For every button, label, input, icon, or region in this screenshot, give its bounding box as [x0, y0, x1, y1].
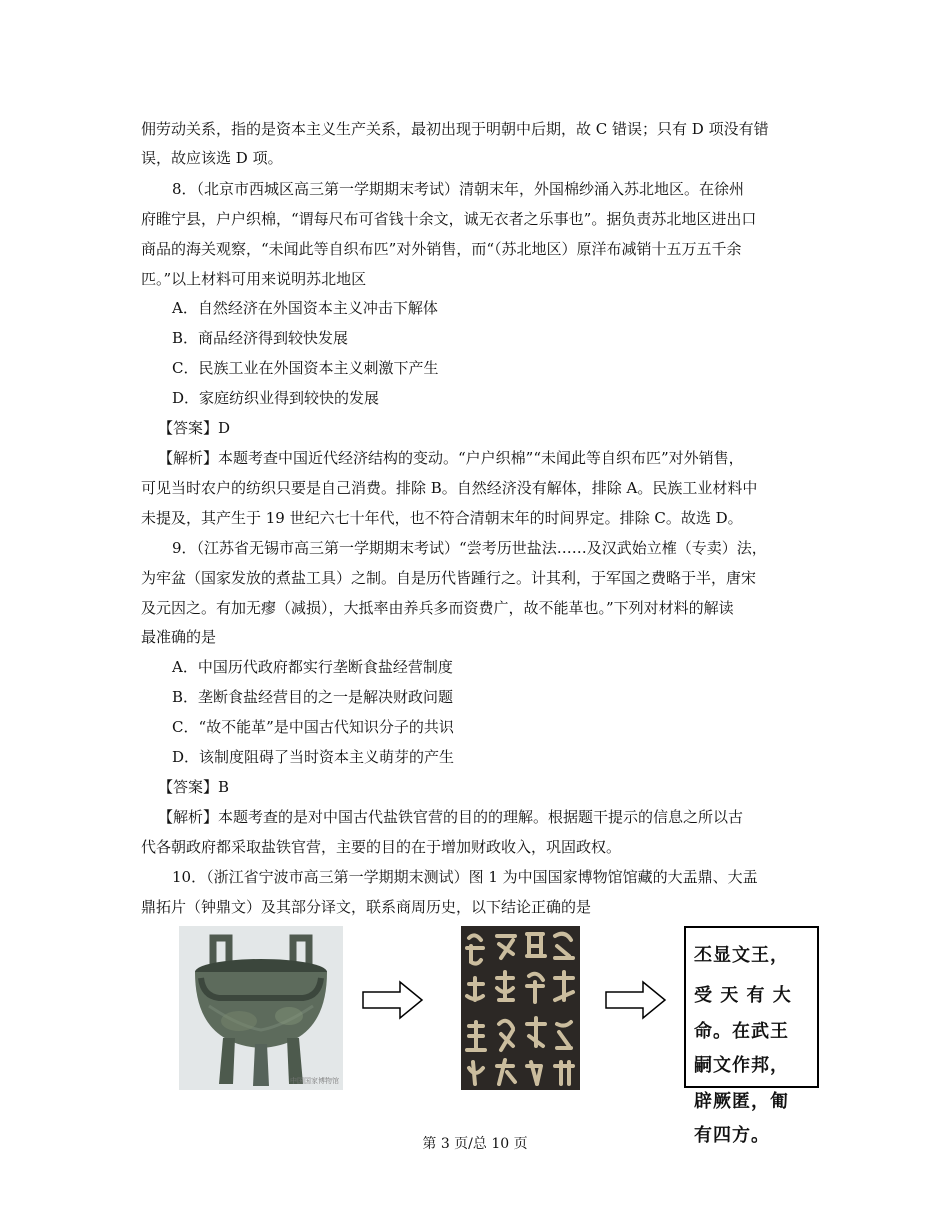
option-d: D．家庭纺织业得到较快的发展	[172, 389, 380, 407]
translation-line: 命。在武王	[694, 1021, 789, 1042]
inscription-rubbing-image	[461, 926, 580, 1090]
text-line: 为牢盆（国家发放的煮盐工具）之制。自是历代皆踵行之。计其利，于军国之费略于半，唐宋	[141, 569, 757, 587]
text-line: 代各朝政府都采取盐铁官营，主要的目的在于增加财政收入，巩固政权。	[141, 838, 622, 856]
text-line: 最准确的是	[141, 628, 217, 646]
text-line: 商品的海关观察，“未闻此等自织布匹”对外销售，而“（苏北地区）原洋布减销十五万五千余	[141, 240, 742, 258]
option-a: A．自然经济在外国资本主义冲击下解体	[172, 299, 438, 317]
translation-line: 嗣文作邦，	[694, 1055, 789, 1076]
option-b: B．垄断食盐经营目的之一是解决财政问题	[172, 688, 454, 706]
question-8-stem: 8．（北京市西城区高三第一学期期末考试）清朝末年，外国棉纱涌入苏北地区。在徐州	[172, 180, 745, 198]
text-line: 可见当时农户的纺织只要是自己消费。排除 B。自然经济没有解体，排除 A。民族工业材料中	[141, 479, 758, 497]
translation-line: 辟厥匿，匍	[694, 1091, 789, 1112]
text-line: 及元因之。有加无瘳（减损），大抵率由养兵多而资费广，故不能革也。”下列对材料的解读	[141, 599, 734, 617]
answer-9: 【答案】B	[158, 778, 230, 796]
arrow-right-icon	[605, 980, 667, 1024]
text-line: 未提及，其产生于 19 世纪六七十年代，也不符合清朝末年的时间界定。排除 C。故选 D。	[141, 509, 743, 527]
text-line: 佣劳动关系，指的是资本主义生产关系，最初出现于明朝中后期，故 C 错误；只有 D 项没有错	[141, 120, 769, 138]
bronze-ding-photo	[179, 926, 343, 1090]
text-line: 误，故应该选 D 项。	[141, 149, 283, 167]
option-d: D．该制度阻碍了当时资本主义萌芽的产生	[172, 748, 455, 766]
option-a: A．中国历代政府都实行垄断食盐经营制度	[172, 658, 453, 676]
option-c: C．“故不能革”是中国古代知识分子的共识	[172, 718, 454, 736]
option-b: B．商品经济得到较快发展	[172, 329, 349, 347]
analysis-9: 【解析】本题考查的是对中国古代盐铁官营的目的的理解。根据题干提示的信息之所以古	[158, 808, 744, 826]
museum-watermark: 中国国家博物馆	[290, 1077, 339, 1085]
translation-line: 丕显文王，	[694, 945, 789, 966]
question-9-stem: 9．（江苏省无锡市高三第一学期期末考试）“尝考历世盐法……及汉武始立榷（专卖）法，	[172, 539, 767, 557]
question-10-stem: 10．（浙江省宁波市高三第一学期期末测试）图 1 为中国国家博物馆馆藏的大盂鼎、大盂	[172, 868, 758, 886]
option-c: C．民族工业在外国资本主义刺激下产生	[172, 359, 439, 377]
arrow-right-icon	[362, 980, 424, 1024]
page-number-footer: 第 3 页/总 10 页	[422, 1136, 528, 1152]
translation-line: 有四方。	[694, 1125, 770, 1146]
text-line: 鼎拓片（钟鼎文）及其部分译文，联系商周历史，以下结论正确的是	[141, 898, 592, 916]
translation-line: 受 天 有 大	[694, 985, 792, 1006]
analysis-8: 【解析】本题考查中国近代经济结构的变动。“户户织棉”“未闻此等自织布匹”对外销售，	[158, 449, 744, 467]
text-line: 匹。”以上材料可用来说明苏北地区	[141, 270, 367, 288]
text-line: 府睢宁县，户户织棉，“谓每尺布可省钱十余文，诚无衣者之乐事也”。据负责苏北地区进出口	[141, 210, 757, 228]
answer-8: 【答案】D	[158, 419, 231, 437]
